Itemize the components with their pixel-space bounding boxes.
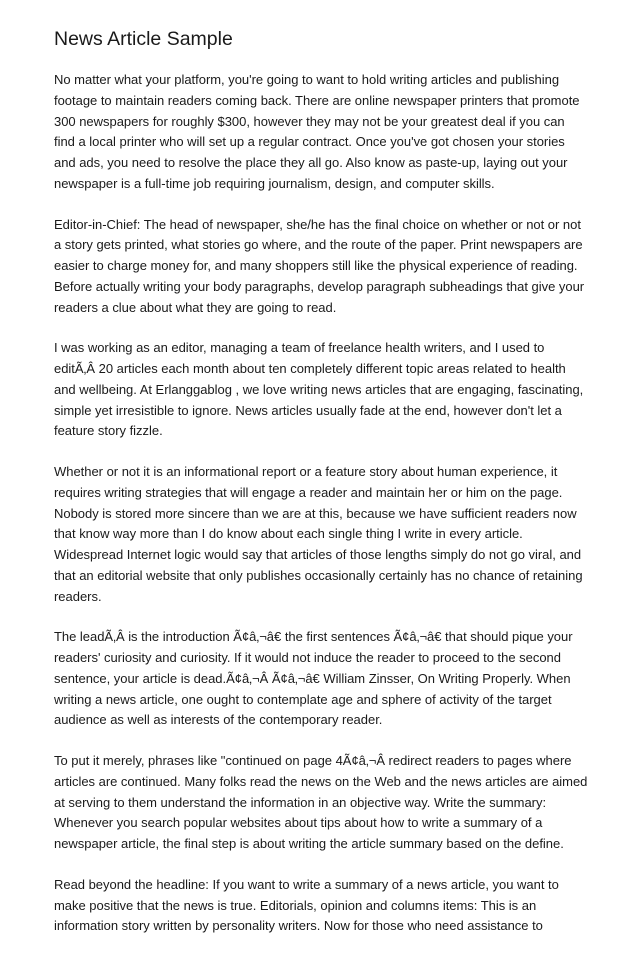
paragraph-line: readers.	[54, 588, 102, 604]
paragraph-7	[54, 875, 584, 937]
paragraph-line: audience as well as interests of the contemporary reader.	[54, 712, 383, 728]
paragraph-line: Before actually writing your body paragraphs, develop paragraph subheadings that give your	[54, 278, 585, 294]
paragraph-line: at serving to them understand the information in an objective way. Write the summary:	[54, 794, 547, 810]
paragraph-2	[54, 215, 584, 319]
paragraph-4	[54, 462, 584, 607]
paragraph-line: Widespread Internet logic would say that articles of those lengths simply do not go viral, and	[54, 547, 582, 562]
paragraph-line: newspaper is a full-time job requiring journalism, design, and computer skills.	[54, 175, 495, 191]
document-page	[54, 26, 588, 957]
paragraph-line: Nobody is stored more sincere than we are at this, because we have sufficient readers now	[54, 505, 577, 521]
paragraph-line: and ads, you need to resolve the place they all go. Also know as paste-up, laying out your	[54, 155, 568, 170]
document-title: News Article Sample	[54, 28, 233, 50]
paragraph-line: find a local printer who will set up a regular contract. Once you've got chosen your stories	[54, 134, 565, 150]
paragraph-6	[54, 751, 588, 855]
paragraph-line: Editor-in-Chief: The head of newspaper, she/he has the final choice on whether or not or not	[54, 216, 581, 232]
paragraph-line: editÃ‚Â 20 articles each month about ten completely different topic areas related to health	[54, 361, 566, 376]
paragraph-line: that know way more than I do know about each single thing I write in every article.	[54, 526, 523, 542]
paragraph-line: articles are continued. Many folks read the news on the Web and the news articles are aimed	[54, 773, 588, 789]
paragraph-line: Whether or not it is an informational report or a feature story about human experience, it	[54, 464, 558, 479]
paragraph-line: a story gets printed, what stories go where, and the route of the paper. Print newspapers are	[54, 237, 583, 253]
paragraph-line: readers a clue about what they are going to read.	[54, 299, 337, 315]
paragraph-1	[54, 70, 584, 195]
paragraph-line: that an editorial website that only publishes occasionally certainly has no chance of retaining	[54, 567, 583, 583]
paragraph-line: I was working as an editor, managing a team of freelance health writers, and I used to	[54, 340, 545, 356]
paragraph-line: No matter what your platform, you're going to want to hold writing articles and publishing	[54, 72, 560, 87]
paragraph-line: simple yet irresistible to ignore. News articles usually fade at the end, however don't let a	[54, 402, 562, 418]
paragraph-line: Read beyond the headline: If you want to write a summary of a news article, you want to	[54, 876, 559, 892]
paragraph-line: writing a news article, one ought to contemplate age and sphere of activity of the target	[54, 691, 552, 707]
paragraph-line: and wellbeing. At Erlanggablog , we love writing news articles that are engaging, fascinating,	[54, 381, 584, 397]
paragraph-line: sentence, your article is dead.Ã¢â‚¬Â Ã¢â‚¬â€ William Zinsser, On Writing Properly. When	[54, 670, 571, 686]
paragraph-line: readers' curiosity and curiosity. If it would not induce the reader to proceed to the second	[54, 650, 561, 665]
paragraph-line: easier to charge money for, and many shoppers still like the physical experience of reading.	[54, 258, 578, 273]
paragraph-line: footage to maintain readers coming back. There are online newspaper printers that promote	[54, 92, 580, 108]
paragraph-3	[54, 338, 584, 442]
paragraph-line: To put it merely, phrases like "continued on page 4Ã¢â‚¬Â redirect readers to pages where	[54, 753, 572, 768]
paragraph-line: feature story fizzle.	[54, 423, 163, 439]
paragraph-line: requires writing strategies that will engage a reader and maintain her or him on the page.	[54, 484, 563, 500]
paragraph-line: The leadÃ‚Â is the introduction Ã¢â‚¬â€ the first sentences Ã¢â‚¬â€ that should pique your	[54, 629, 573, 645]
paragraph-line: 300 newspapers for roughly $300, however they may not be your greatest deal if you can	[54, 113, 565, 129]
paragraph-5	[54, 627, 584, 731]
paragraph-line: newspaper article, the final step is about writing the article summary based on the define.	[54, 836, 564, 851]
paragraph-line: information story written by personality writers. Now for those who need assistance to	[54, 918, 543, 934]
paragraph-line: make positive that the news is true. Editorials, opinion and columns items: This is an	[54, 897, 537, 913]
paragraph-line: Whenever you search popular websites about tips about how to write a summary of a	[54, 815, 543, 831]
